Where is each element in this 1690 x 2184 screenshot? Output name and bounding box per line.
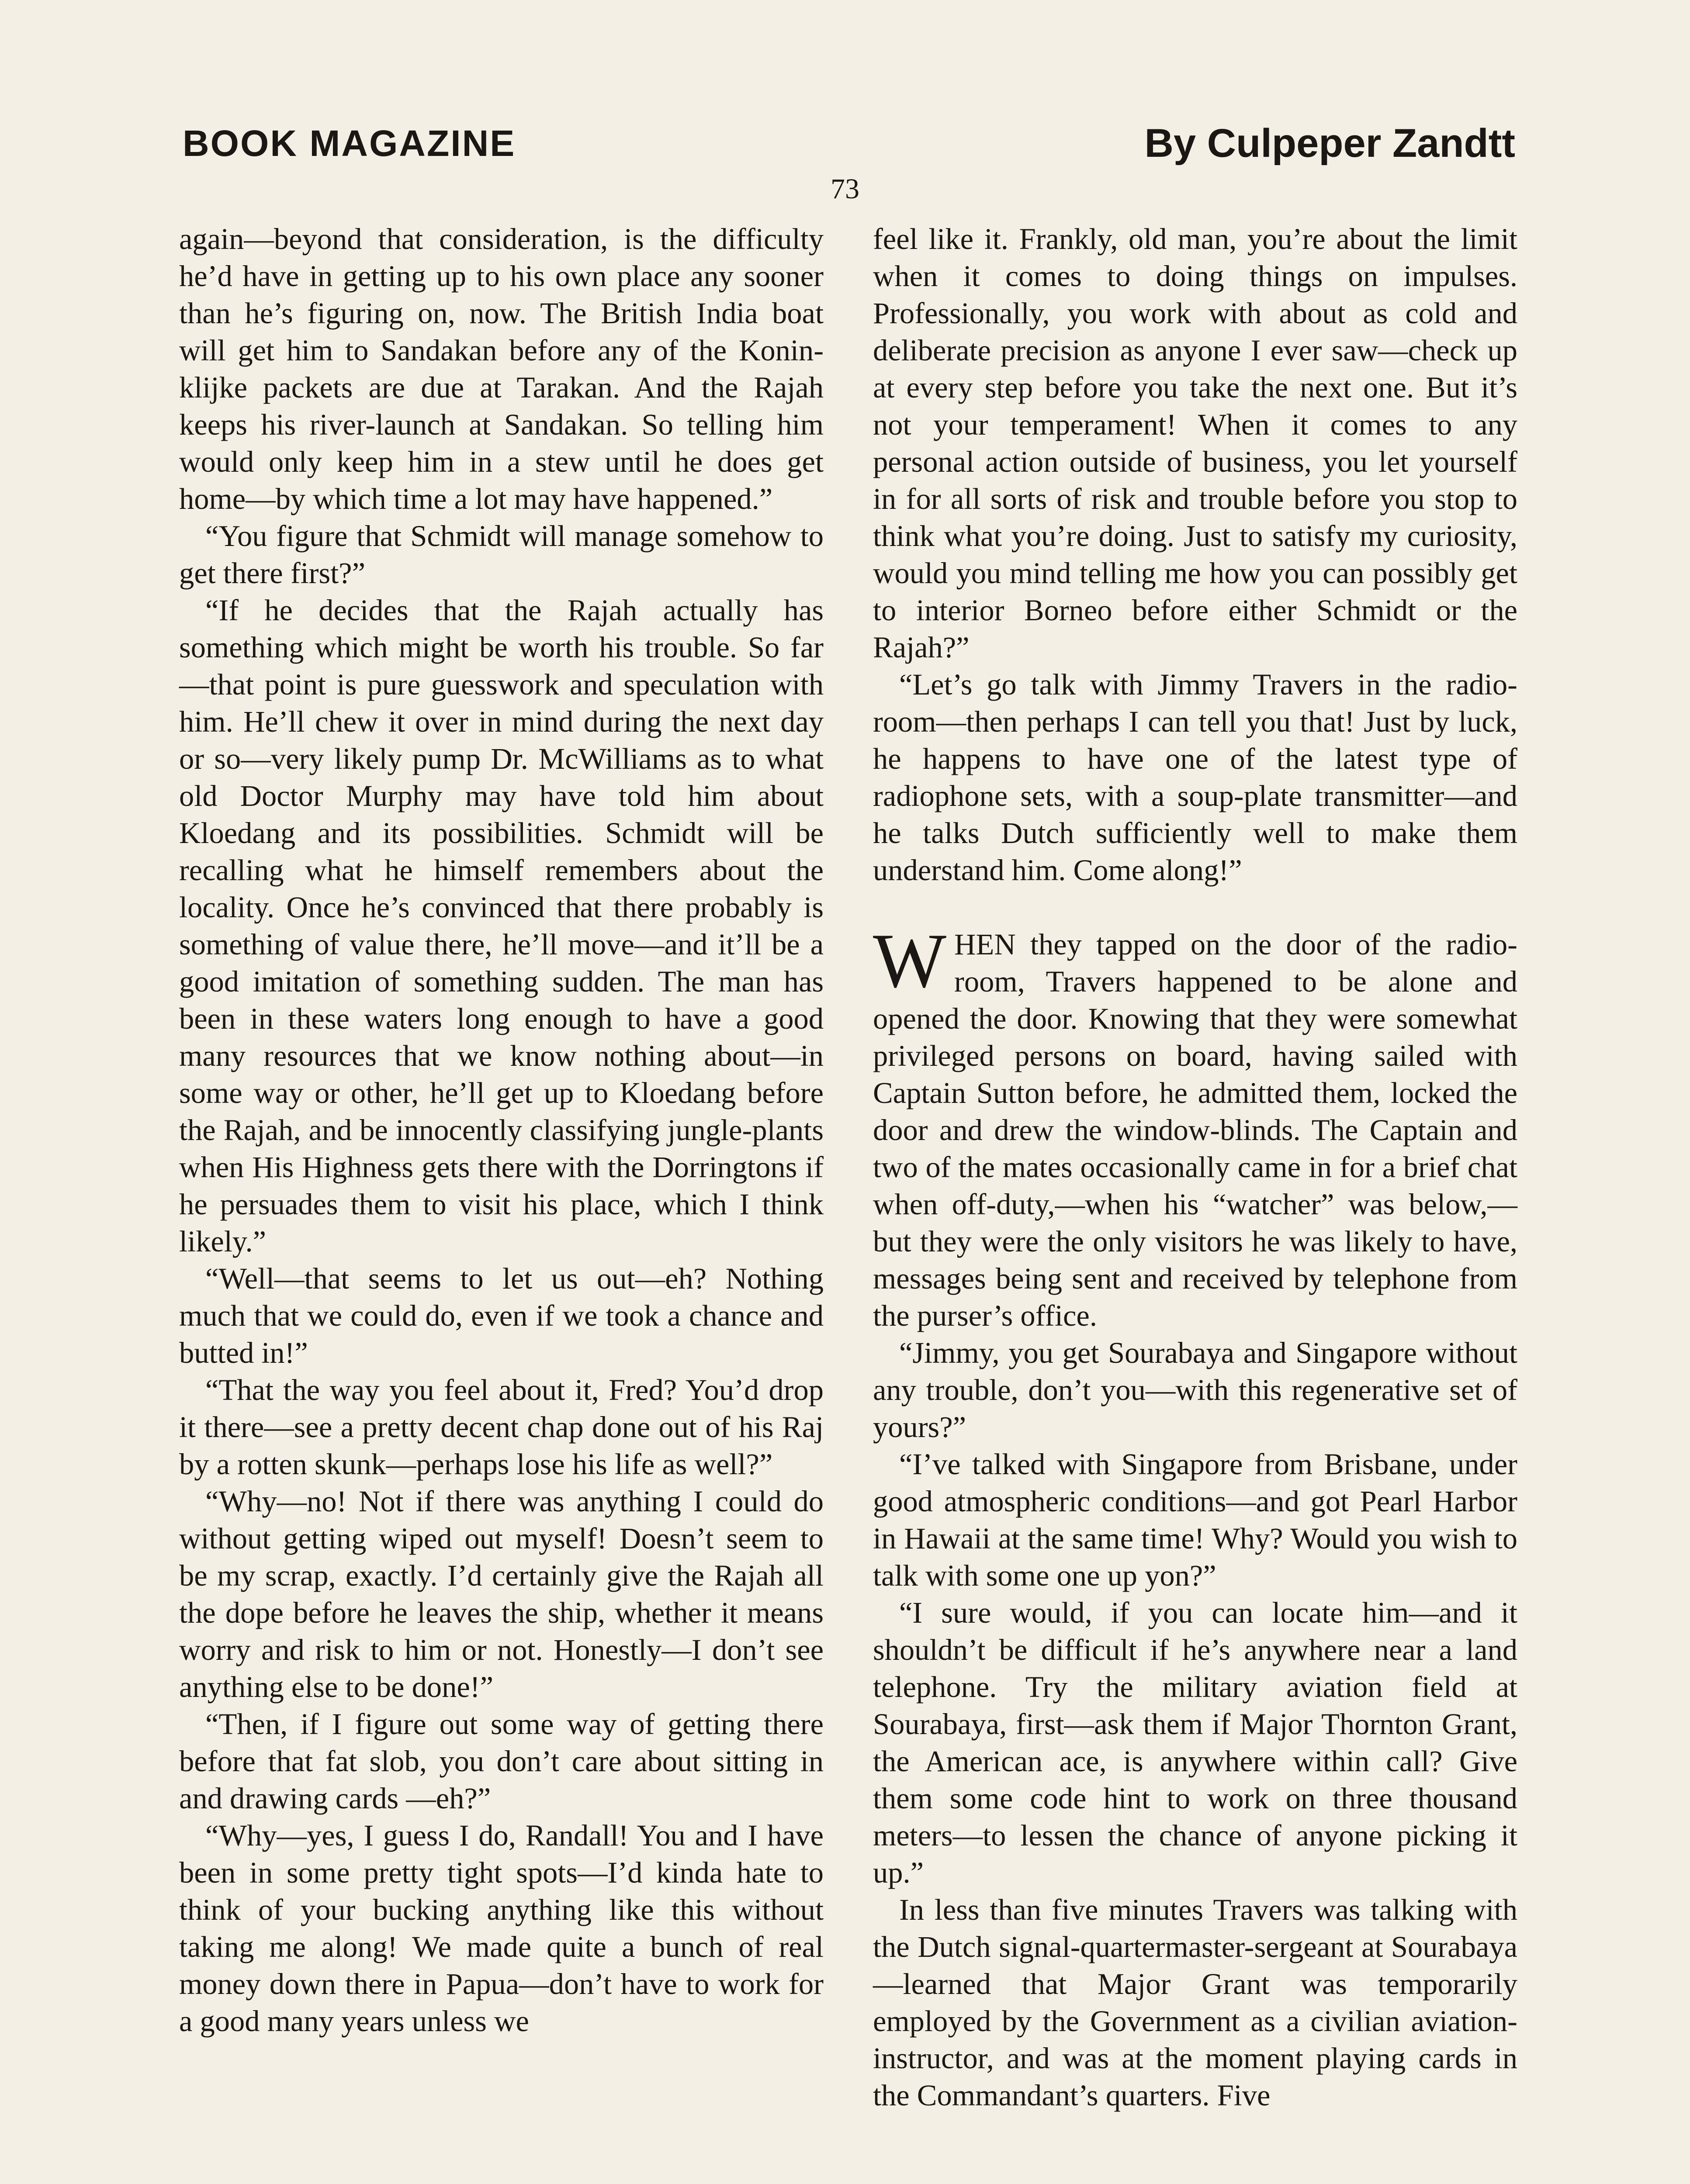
paragraph: “If he decides that the Rajah actually has something which might be worth his trouble. So far—that point is pure guesswork and speculation with him. He’ll chew it over in mind during the next day or so—very likely pump Dr. McWilliams as to what old Doctor Murphy may have told him about Kloedang and its possibilities. Schmidt will be recalling what he himself remembers about the locality. Once he’s convinced that there probably is something of value there, he’ll move—and it’ll be a good imitation of something sudden. The man has been in these waters long enough to have a good many resources that we know nothing about—in some way or other, he’ll get up to Kloedang before the Rajah, and be innocently classifying jungle-plants when His Highness gets there with the Dorringtons if he persuades them to visit his place, which I think likely.” — [179, 594, 824, 1258]
paragraph: “I sure would, if you can locate him—and it shouldn’t be difficult if he’s anywhere near a land telephone. Try the military aviation field at Sourabaya, first—ask them if Major Thornton Grant, the American ace, is anywhere within call? Give them some code hint to work on three thousand meters—to lessen the chance of anyone picking it up.” — [873, 1596, 1517, 1889]
section-opening-paragraph — [873, 917, 1517, 1334]
paragraph: feel like it. Frankly, old man, you’re about the limit when it comes to doing things on impulses. Professionally, you work with about as cold and deliberate precision as anyone I ever saw—check up at every step before you take the next one. But it’s not your temperament! When it comes to any personal action outside of business, you let yourself in for all sorts of risk and trouble before you stop to think what you’re doing. Just to satisfy my curiosity, would you mind telling me how you can possibly get to interior Borneo before either Schmidt or the Rajah?” — [873, 222, 1517, 664]
paragraph: “That the way you feel about it, Fred? You’d drop it there—see a pretty decent chap done out of his Raj by a rotten skunk—perhaps lose his life as well?” — [179, 1373, 824, 1481]
paragraph: “Let’s go talk with Jimmy Travers in the radio-room—then perhaps I can tell you that! Just by luck, he happens to have one of the latest type of radiophone sets, with a soup-plate transmitter—and he talks Dutch sufficiently well to make them understand him. Come along!” — [873, 668, 1517, 887]
paragraph: In less than five minutes Travers was talking with the Dutch signal-quartermaster-sergeant at Sourabaya—learned that Major Grant was temporarily employed by the Government as a civilian aviation-instructor, and was at the moment playing cards in the Commandant’s quarters. Five — [873, 1893, 1517, 2112]
drop-cap: W — [873, 917, 947, 1004]
paragraph: “Well—that seems to let us out—eh? Nothing much that we could do, even if we took a chance and butted in!” — [179, 1262, 824, 1369]
page-number: 73 — [831, 173, 859, 205]
paragraph: “Why—no! Not if there was anything I could do without getting wiped out myself! Doesn’t seem to be my scrap, exactly. I’d certainly give the Rajah all the dope before he leaves the ship, whether it means worry and risk to him or not. Honestly—I don’t see anything else to be done!” — [179, 1485, 824, 1704]
left-column — [179, 221, 824, 2040]
section-opening-text: HEN they tapped on the door of the radio-room, Travers happened to be alone and opened the door. Knowing that they were somewhat privileged persons on board, having sailed with Captain Sutton before, he admitted them, locked the door and drew the window-blinds. The Captain and two of the mates occasionally came in for a brief chat when off-duty,—when his “watcher” was below,—but they were the only visitors he was likely to have, messages being sent and received by telephone from the purser’s office. — [873, 928, 1517, 1332]
paragraph: “I’ve talked with Singapore from Brisbane, under good atmospheric conditions—and got Pearl Harbor in Hawaii at the same time! Why? Would you wish to talk with some one up yon?” — [873, 1448, 1517, 1592]
paragraph: “Why—yes, I guess I do, Randall! You and I have been in some pretty tight spots—I’d kinda hate to think of your bucking anything like this without taking me along! We made quite a bunch of real money down there in Papua—don’t have to work for a good many years unless we — [179, 1819, 824, 2038]
paragraph: again—beyond that consideration, is the difficulty he’d have in getting up to his own place any sooner than he’s figuring on, now. The British India boat will get him to Sandakan before any of the Koninklijke packets are due at Tarakan. And the Rajah keeps his river-launch at Sandakan. So telling him would only keep him in a stew until he does get home—by which time a lot may have happened.” — [179, 222, 824, 515]
paragraph: “Then, if I figure out some way of getting there before that fat slob, you don’t care about sitting in and drawing cards —eh?” — [179, 1707, 824, 1815]
paragraph: “You figure that Schmidt will manage somehow to get there first?” — [179, 519, 824, 590]
right-column — [873, 221, 1517, 2114]
paragraph: “Jimmy, you get Sourabaya and Singapore without any trouble, don’t you—with this regenerative set of yours?” — [873, 1336, 1517, 1444]
author-byline: By Culpeper Zandtt — [1144, 121, 1515, 166]
publication-title: BOOK MAGAZINE — [183, 123, 516, 164]
